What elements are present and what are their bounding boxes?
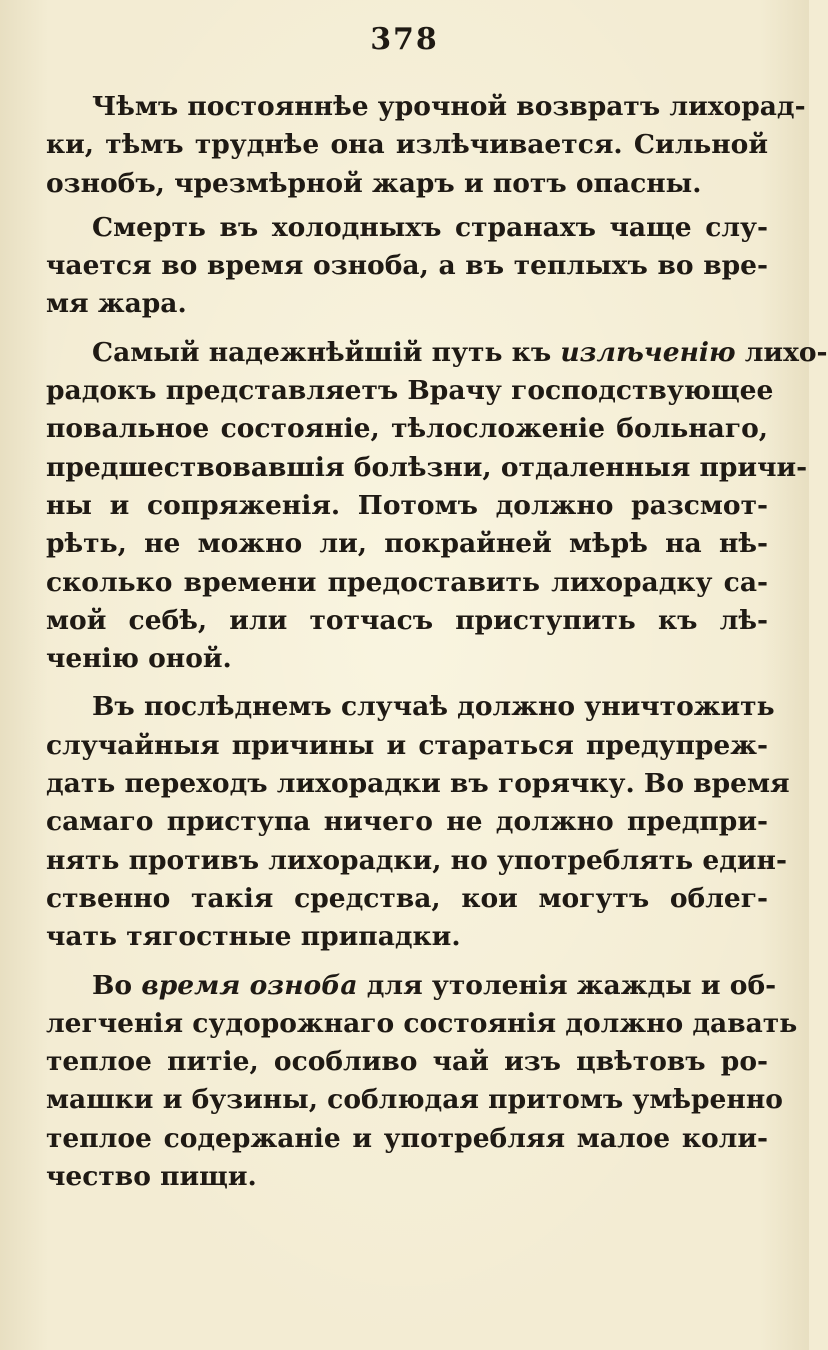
text-line: Смерть въ холодныхъ странахъ чаще слу- bbox=[92, 211, 768, 243]
page-number: 378 bbox=[370, 22, 439, 57]
text-line: ки, тѣмъ труднѣе она излѣчивается. Сильной bbox=[46, 129, 768, 161]
text-line: радокъ представляетъ Врачу господствующее bbox=[46, 375, 774, 407]
paragraph-4 bbox=[46, 688, 790, 956]
text-line: нять противъ лихорадки, но употреблять един- bbox=[46, 844, 787, 876]
paragraph-5 bbox=[46, 967, 798, 1197]
text-line: мой себѣ, или тотчасъ приступить къ лѣ- bbox=[46, 604, 768, 636]
text-line: дать переходъ лихорадки въ горячку. Во время bbox=[46, 768, 790, 800]
text-line: чать тягостные припадки. bbox=[46, 921, 461, 953]
paragraph-1 bbox=[46, 88, 806, 203]
emphasis-text: время озноба bbox=[141, 969, 358, 1001]
text-line bbox=[46, 967, 777, 1005]
text-line: мя жара. bbox=[46, 288, 187, 320]
emphasis-text: излѣченію bbox=[560, 336, 736, 368]
text-line: легченія судорожнаго состоянія должно давать bbox=[46, 1007, 798, 1039]
text-line: ознобъ, чрезмѣрной жаръ и потъ опасны. bbox=[46, 167, 702, 199]
paragraph-2 bbox=[46, 209, 768, 324]
text-line: теплое содержаніе и употребляя малое коли- bbox=[46, 1122, 768, 1154]
text-line: рѣть, не можно ли, покрайней мѣрѣ на нѣ- bbox=[46, 528, 768, 560]
text-line: теплое питіе, особливо чай изъ цвѣтовъ ро- bbox=[46, 1046, 768, 1078]
text-segment: для утоленія жажды и об- bbox=[357, 969, 777, 1001]
text-line: ственно такія средства, кои могутъ облег- bbox=[46, 882, 768, 914]
text-line: Чѣмъ постояннѣе урочной возвратъ лихорад- bbox=[92, 91, 806, 122]
text-line: чается во время озноба, а въ теплыхъ во вре- bbox=[46, 250, 768, 282]
text-segment: Во bbox=[92, 969, 142, 1001]
text-line: чество пищи. bbox=[46, 1161, 257, 1193]
text-line: предшествовавшія болѣзни, отдаленныя причи- bbox=[46, 451, 808, 483]
body-text bbox=[46, 88, 828, 1196]
text-line: повальное состояніе, тѣлосложеніе больнаго, bbox=[46, 413, 768, 445]
text-line: ны и сопряженія. Потомъ должно разсмот- bbox=[46, 489, 768, 521]
paragraph-3 bbox=[46, 334, 828, 679]
text-line: сколько времени предоставить лихорадку са- bbox=[46, 566, 768, 598]
text-line: самаго приступа ничего не должно предпри- bbox=[46, 806, 768, 838]
text-line: случайныя причины и стараться предупреж- bbox=[46, 729, 768, 761]
text-segment: Самый надежнѣйшій путь къ bbox=[92, 336, 561, 368]
text-line: Въ послѣднемъ случаѣ должно уничтожить bbox=[92, 691, 775, 723]
text-segment: лихо- bbox=[735, 336, 828, 368]
text-line: машки и бузины, соблюдая притомъ умѣренно bbox=[46, 1084, 783, 1116]
text-line: ченію оной. bbox=[46, 643, 232, 675]
text-line bbox=[46, 334, 828, 372]
